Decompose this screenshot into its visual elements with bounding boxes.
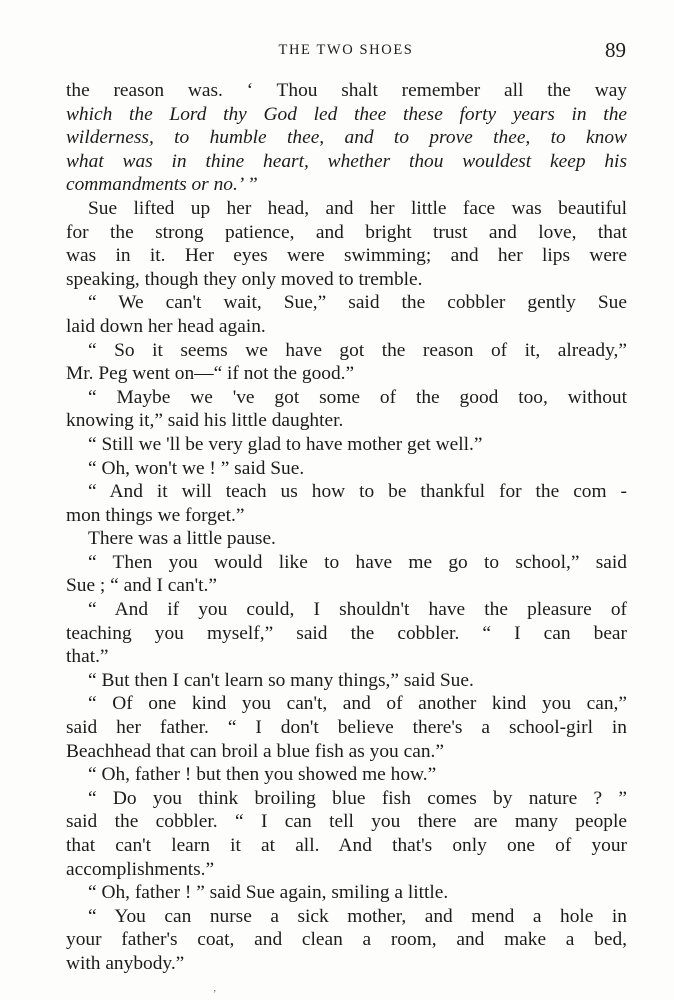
text-line: that.” xyxy=(66,646,109,668)
text-line: what was in thine heart, whether thou wouldest keep his xyxy=(66,150,627,172)
text-line: your father's coat, and clean a room, and make a bed, xyxy=(66,929,627,951)
body-text xyxy=(66,79,627,976)
text-line: that can't learn it at all. And that's only one of your xyxy=(66,835,627,856)
text-line: commandments or no.’ ” xyxy=(66,174,258,196)
text-line: knowing it,” said his little daughter. xyxy=(66,410,344,432)
text-line: the reason was. ‘ Thou shalt remember all the way xyxy=(66,80,627,101)
text-line: wilderness, to humble thee, and to prove thee, to know xyxy=(66,127,627,149)
text-line: “ Do you think broiling blue fish comes by nature ? ” xyxy=(88,787,627,809)
text-line: speaking, though they only moved to tremble. xyxy=(66,268,423,290)
text-line: said her father. “ I don't believe there's a school-girl in xyxy=(66,717,627,739)
text-line: Sue lifted up her head, and her little face was beautiful xyxy=(88,197,627,219)
running-head: THE TWO SHOES xyxy=(278,42,414,58)
text-line: “ Oh, father ! but then you showed me how.” xyxy=(88,764,437,786)
text-line: There was a little pause. xyxy=(88,528,276,550)
text-line: laid down her head again. xyxy=(66,315,266,337)
page-header xyxy=(66,38,626,66)
text-line: “ Of one kind you can't, and of another kind you can,” xyxy=(88,693,627,715)
text-line: for the strong patience, and bright trust and love, that xyxy=(66,221,627,243)
text-line: Beachhead that can broil a blue fish as you can.” xyxy=(66,740,444,762)
text-line: “ But then I can't learn so many things,” said Sue. xyxy=(88,669,474,691)
text-line: “ You can nurse a sick mother, and mend a hole in xyxy=(88,905,627,927)
text-line: Mr. Peg went on—“ if not the good.” xyxy=(66,363,355,385)
page-number: 89 xyxy=(605,38,626,62)
text-line: “ Still we 'll be very glad to have mother get well.” xyxy=(88,433,483,455)
text-line: “ And it will teach us how to be thankful for the com - xyxy=(88,481,627,503)
text-line: teaching you myself,” said the cobbler. “ I can bear xyxy=(66,622,627,644)
text-line: said the cobbler. “ I can tell you there are many people xyxy=(66,811,627,833)
stray-mark: ’ xyxy=(213,989,217,1000)
text-line: accomplishments.” xyxy=(66,858,215,880)
text-line: “ Maybe we 've got some of the good too, without xyxy=(88,386,627,408)
text-line: “ Then you would like to have me go to school,” said xyxy=(88,551,627,573)
text-line: “ We can't wait, Sue,” said the cobbler gently Sue xyxy=(88,292,627,314)
text-line: “ So it seems we have got the reason of it, already,” xyxy=(88,339,627,361)
text-line: which the Lord thy God led thee these forty years in the xyxy=(66,103,627,125)
text-line: was in it. Her eyes were swimming; and her lips were xyxy=(66,245,627,267)
text-line: mon things we forget.” xyxy=(66,504,245,526)
text-line: “ Oh, father ! ” said Sue again, smiling a little. xyxy=(88,882,449,904)
text-line: Sue ; “ and I can't.” xyxy=(66,575,218,597)
text-line: with anybody.” xyxy=(66,952,185,974)
text-line: “ And if you could, I shouldn't have the pleasure of xyxy=(88,599,627,621)
text-line: “ Oh, won't we ! ” said Sue. xyxy=(88,457,305,479)
